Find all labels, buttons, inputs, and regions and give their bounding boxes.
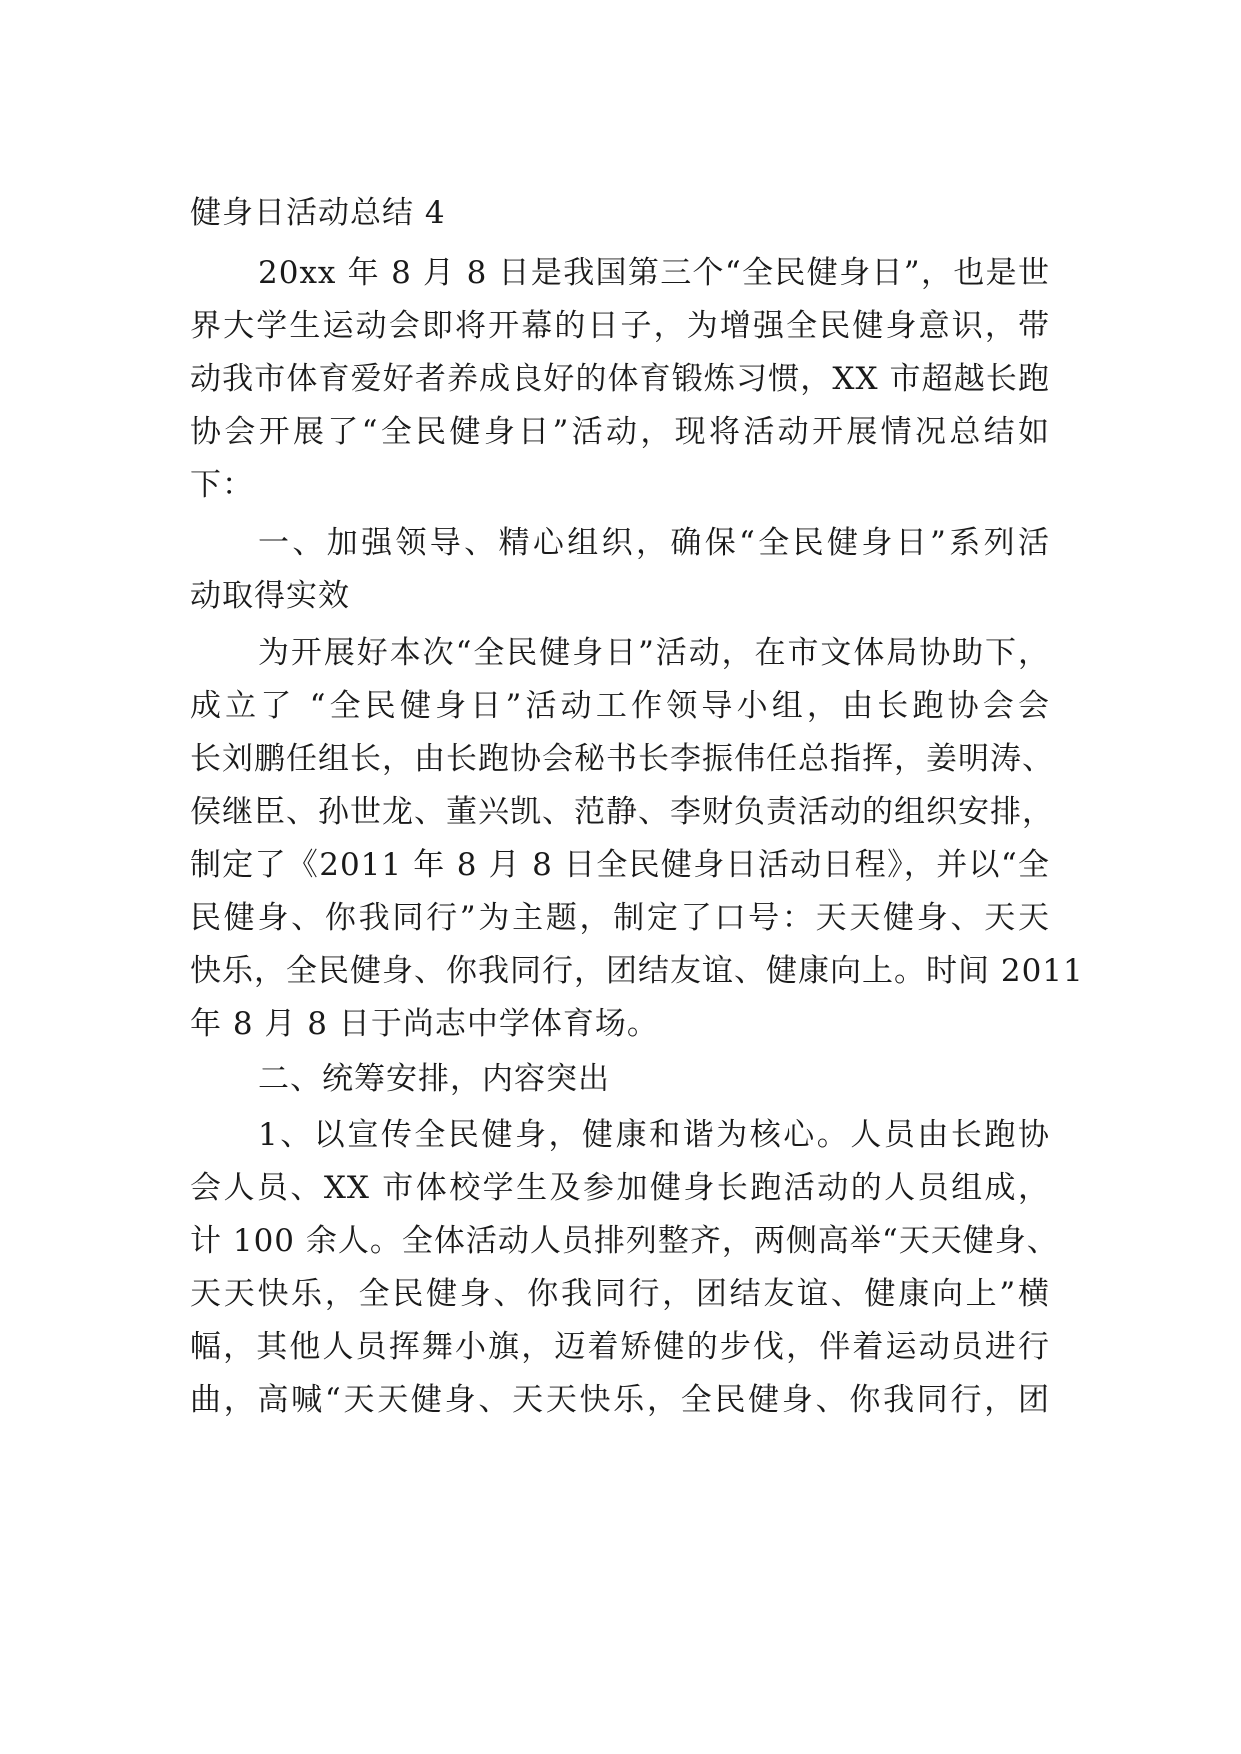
paragraph-2-line-8: 年 8 月 8 日于尚志中学体育场。 <box>190 1006 659 1042</box>
document-title: 健身日活动总结 4 <box>190 195 446 231</box>
paragraph-1-line-1: 20xx 年 8 月 8 日是我国第三个“全民健身日”，也是世 <box>258 255 1050 291</box>
paragraph-2-line-3: 长刘鹏任组长，由长跑协会秘书长李振伟任总指挥，姜明涛、 <box>190 741 1054 777</box>
paragraph-2-line-5: 制定了《2011 年 8 月 8 日全民健身日活动日程》，并以“全 <box>190 847 1050 883</box>
paragraph-2-line-7: 快乐，全民健身、你我同行，团结友谊、健康向上。时间 2011 <box>190 953 1084 989</box>
paragraph-2-line-6: 民健身、你我同行”为主题，制定了口号：天天健身、天天 <box>190 900 1050 936</box>
paragraph-3-line-5: 幅，其他人员挥舞小旗，迈着矫健的步伐，伴着运动员进行 <box>190 1329 1050 1365</box>
paragraph-1-line-2: 界大学生运动会即将开幕的日子，为增强全民健身意识，带 <box>190 308 1050 344</box>
paragraph-1-line-3: 动我市体育爱好者养成良好的体育锻炼习惯，XX 市超越长跑 <box>190 361 1050 397</box>
paragraph-3-line-6: 曲，高喊“天天健身、天天快乐，全民健身、你我同行，团 <box>190 1382 1050 1418</box>
paragraph-2-line-4: 侯继臣、孙世龙、董兴凯、范静、李财负责活动的组织安排， <box>190 794 1054 830</box>
paragraph-3-line-1: 1、以宣传全民健身，健康和谐为核心。人员由长跑协 <box>258 1117 1050 1153</box>
paragraph-2-line-1: 为开展好本次“全民健身日”活动，在市文体局协助下， <box>258 635 1050 671</box>
paragraph-1-line-5: 下： <box>190 467 254 503</box>
section-2-heading: 二、统筹安排，内容突出 <box>258 1061 610 1097</box>
paragraph-3-line-3: 计 100 余人。全体活动人员排列整齐，两侧高举“天天健身、 <box>190 1223 1059 1259</box>
section-1-heading-line-2: 动取得实效 <box>190 578 350 614</box>
section-1-heading-line-1: 一、加强领导、精心组织，确保“全民健身日”系列活 <box>258 525 1050 561</box>
paragraph-1-line-4: 协会开展了“全民健身日”活动，现将活动开展情况总结如 <box>190 414 1050 450</box>
paragraph-2-line-2: 成立了 “全民健身日”活动工作领导小组，由长跑协会会 <box>190 688 1050 724</box>
paragraph-3-line-2: 会人员、XX 市体校学生及参加健身长跑活动的人员组成， <box>190 1170 1050 1206</box>
paragraph-3-line-4: 天天快乐，全民健身、你我同行，团结友谊、健康向上”横 <box>190 1276 1050 1312</box>
